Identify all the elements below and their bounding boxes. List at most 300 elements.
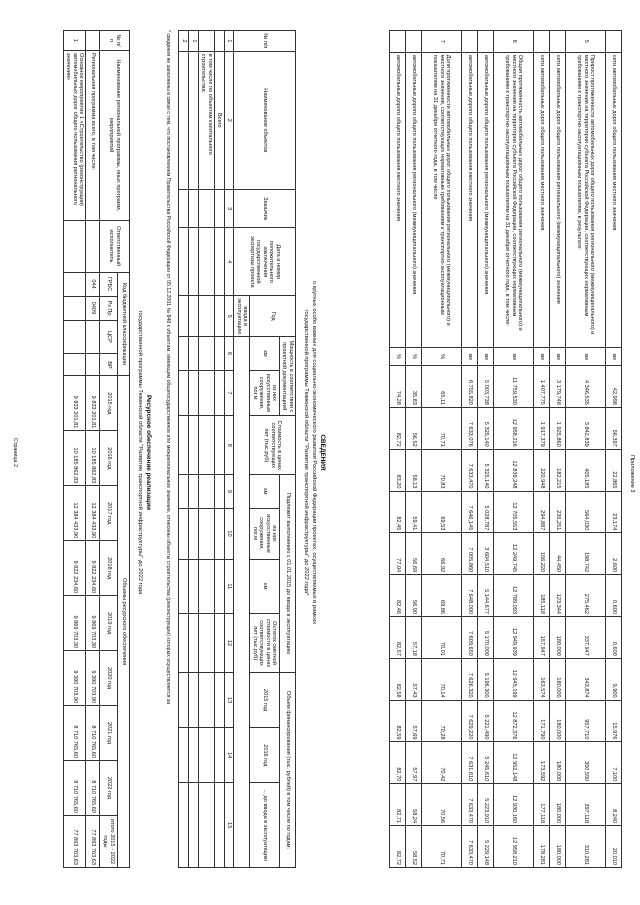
svedenia-cell — [214, 728, 224, 783]
svedenia-footnote: * сведения не заполнены в связи с тем, что постановлением Правительства Российской Федерации от 05.12.2001 № 848 к объектам, имеющим общегосударственное или межрегиональное значение, отнесены объекты строительства (реконструкции) которых осуществляется за — [165, 30, 171, 705]
svedenia-cell — [178, 475, 188, 508]
column-number: 14 — [224, 728, 233, 783]
column-number: 2 — [224, 51, 233, 189]
indicator-name: сети автомобильных дорог общего пользования местного значения — [606, 52, 622, 347]
resource-value: 77 893 763,63 — [86, 815, 100, 867]
indicator-value: 1 925,860 — [550, 407, 566, 449]
svedenia-subtitle-1: о кругных особо важных для социально-экономического развития Российской Федерации проектах, осуществляемых в рамках — [311, 280, 317, 625]
resource-value: 9 869 703,30 — [63, 596, 85, 651]
resource-value: 8 710 765,60 — [86, 761, 100, 816]
sv-h-name: Наименование объектов — [234, 51, 296, 189]
svedenia-cell — [188, 508, 198, 559]
svedenia-row — [214, 31, 224, 868]
resource-title: Ресурсное обеспечение реализации — [145, 394, 152, 511]
indicator-value: 5 196,300 — [478, 658, 494, 700]
indicator-value: 11 759,530 — [494, 366, 534, 408]
indicator-row — [606, 31, 622, 868]
rs-h-resp: Ответственный исполнитель — [100, 220, 130, 272]
rs-h-vr: ВР — [100, 354, 118, 376]
indicator-row — [550, 31, 566, 868]
indicator-num — [406, 31, 422, 53]
indicator-num — [606, 31, 622, 53]
indicator-name: сети автомобильных дорог общего пользования регионального (межмуниципального) значения — [550, 52, 566, 347]
indicator-value: 123,344 — [550, 575, 566, 617]
svedenia-cell — [198, 508, 214, 559]
svedenia-name: в том числе по объектам капитального строительства: — [198, 51, 214, 189]
indicator-value: 82,72 — [390, 407, 406, 449]
resource-name: Основное мероприятие 1 «Строительство (реконструкция) автомобильных дорог общего пользования регионального значения» — [63, 50, 85, 220]
indicator-value: 70,28 — [422, 700, 462, 742]
indicator-unit: % — [422, 348, 462, 366]
indicator-value: 82,72 — [390, 826, 406, 868]
indicator-row — [462, 31, 478, 868]
resource-resp — [86, 220, 100, 272]
indicator-value: 156,220 — [534, 533, 550, 575]
svedenia-num: 1 — [188, 31, 198, 52]
column-number: 13 — [224, 673, 233, 728]
indicator-value: 12 789,093 — [494, 575, 534, 617]
svedenia-cell — [198, 475, 214, 508]
svedenia-cell — [214, 189, 224, 228]
indicator-value: 22,865 — [606, 449, 622, 491]
indicator-value: 69,53 — [422, 491, 462, 533]
svedenia-cell — [188, 728, 198, 783]
svedenia-cell — [178, 783, 188, 868]
rs-h-csr: ЦСР — [100, 320, 118, 354]
indicator-value: 70,14 — [422, 658, 462, 700]
indicator-unit: км — [494, 348, 534, 366]
indicator-num — [534, 31, 550, 53]
column-number: 15 — [224, 783, 233, 868]
svedenia-cell — [178, 559, 188, 614]
indicator-value: 20,010 — [606, 826, 622, 868]
resource-num: 1 — [63, 31, 85, 51]
indicator-value: 82,58 — [390, 658, 406, 700]
resource-value: 8 710 765,60 — [63, 706, 85, 761]
resource-value: 9 390 703,90 — [86, 651, 100, 706]
indicator-value: 275,462 — [566, 575, 606, 617]
indicator-value: 70,71 — [422, 826, 462, 868]
indicator-value: 5 003,738 — [478, 366, 494, 408]
rs-h-year: итого 2015 - 2022 годы — [100, 815, 118, 867]
rs-h-obem: Объемы ресурсного обеспечения — [118, 376, 130, 868]
svedenia-cell — [188, 783, 198, 868]
svedenia-cell — [178, 614, 188, 673]
indicator-value: 235,251 — [550, 491, 566, 533]
svedenia-cell — [178, 228, 188, 296]
indicator-value: 310,281 — [566, 826, 606, 868]
indicator-row — [390, 31, 406, 868]
indicator-value: 12 949,939 — [494, 617, 534, 659]
indicator-num — [478, 31, 494, 53]
resource-grbs — [63, 272, 85, 296]
indicator-unit: км — [550, 348, 566, 366]
sv-h-2016: 2016 год — [250, 728, 280, 783]
svedenia-cell — [188, 296, 198, 337]
indicator-value: 3 604,510 — [478, 533, 494, 575]
rs-h-num: № п/п — [100, 31, 130, 51]
svedenia-cell — [198, 370, 214, 416]
sv-h-zakazchik: Заказчик — [234, 189, 296, 228]
svedenia-num — [214, 31, 224, 52]
indicator-value: 42,998 — [606, 366, 622, 408]
svedenia-cell — [188, 559, 198, 614]
svedenia-cell — [178, 728, 188, 783]
indicator-value: 77,04 — [390, 533, 406, 575]
indicator-value: 70,71 — [422, 407, 462, 449]
rs-h-year: 2018 год — [100, 541, 118, 596]
indicator-row — [478, 31, 494, 868]
indicator-unit: % — [390, 348, 406, 366]
rs-h-year: 2016 год — [100, 431, 118, 486]
resource-value: 9 822 234,60 — [86, 541, 100, 596]
resource-vr — [63, 354, 85, 376]
svedenia-cell — [214, 337, 224, 370]
svedenia-table — [178, 30, 296, 868]
indicator-row — [406, 31, 422, 868]
indicator-value: 7 646,145 — [462, 491, 478, 533]
appendix-label: Приложение 3 — [629, 455, 635, 493]
indicator-value: 4 346,535 — [566, 366, 606, 408]
indicator-value: 7 633,470 — [462, 449, 478, 491]
indicator-value: 7 626,320 — [462, 658, 478, 700]
indicator-value: 58,52 — [406, 826, 422, 868]
rs-h-year: 2021 год — [100, 706, 118, 761]
resource-value: 9 833 201,81 — [63, 376, 85, 431]
svedenia-subtitle-2: государственной программы Тюменской области "Развитие транспортной инфраструктуры" до 2022 года* — [303, 309, 309, 596]
svedenia-name: Всего — [214, 51, 224, 189]
indicator-value: 56,52 — [406, 407, 422, 449]
svedenia-cell — [214, 508, 224, 559]
svedenia-cell — [198, 228, 214, 296]
svedenia-cell — [178, 370, 188, 416]
indicator-value: 57,43 — [406, 658, 422, 700]
svedenia-cell — [188, 416, 198, 475]
column-number: 6 — [224, 337, 233, 370]
indicator-value: 7 648,000 — [462, 575, 478, 617]
indicator-unit: км — [462, 348, 478, 366]
indicator-value: 7 633,470 — [462, 784, 478, 826]
indicator-value: 57,18 — [406, 617, 422, 659]
indicator-value: 5 325,140 — [478, 407, 494, 449]
svedenia-cell — [178, 337, 188, 370]
indicator-value: 5 144,677 — [478, 575, 494, 617]
sv-h-2015: 2015 год — [250, 673, 280, 728]
svedenia-row — [178, 31, 188, 868]
sv-h-km: км — [250, 337, 280, 370]
indicator-value: 12 930,160 — [494, 784, 534, 826]
indicator-value: 69,86 — [422, 575, 462, 617]
svedenia-row — [188, 31, 198, 868]
indicator-value: 70,42 — [422, 742, 462, 784]
indicator-value: 5 221,490 — [478, 700, 494, 742]
indicator-value: 82,45 — [390, 491, 406, 533]
rs-h-rzpr: Рз Пр — [100, 296, 118, 320]
column-number: 12 — [224, 614, 233, 673]
indicator-value: 171,790 — [534, 700, 550, 742]
svedenia-cell — [188, 614, 198, 673]
svedenia-cell — [214, 296, 224, 337]
rs-h-grbs: ГРБС — [100, 272, 118, 296]
column-number: 5 — [224, 296, 233, 337]
indicator-value: 70,56 — [422, 784, 462, 826]
indicator-value: 397,118 — [566, 784, 606, 826]
indicator-num: 5 — [566, 31, 606, 53]
indicator-value: 198,742 — [566, 533, 606, 575]
indicator-name: автомобильные дороги общего пользования местного значения — [390, 52, 406, 347]
indicator-value: 82,57 — [390, 617, 406, 659]
svedenia-cell — [198, 337, 214, 370]
indicator-value: 405,185 — [566, 449, 606, 491]
resource-rzpr — [63, 296, 85, 320]
resource-resp — [63, 220, 85, 272]
indicator-num — [462, 31, 478, 53]
indicator-unit: % — [406, 348, 422, 366]
sv-h-stoimost: Стоимость в ценах соответствующих лет (тыс.руб) — [250, 416, 296, 475]
svedenia-cell — [188, 673, 198, 728]
svedenia-cell — [178, 508, 188, 559]
column-number: 10 — [224, 508, 233, 559]
indicator-value: 83,20 — [390, 449, 406, 491]
indicator-row — [494, 31, 534, 868]
resource-rzpr: 0409 — [86, 296, 100, 320]
column-number: 9 — [224, 475, 233, 508]
svedenia-cell — [214, 673, 224, 728]
indicator-value: 82,59 — [390, 700, 406, 742]
indicator-value: 5 245,610 — [478, 742, 494, 784]
svedenia-cell — [178, 416, 188, 475]
indicator-num: 6 — [494, 31, 534, 53]
indicator-num — [550, 31, 566, 53]
svedenia-title: СВЕДЕНИЯ — [319, 434, 326, 471]
sv-h-iskus2: из них искусственные сооружения, пог.м — [250, 508, 280, 559]
resource-grbs: 044 — [86, 272, 100, 296]
indicator-value: 180,000 — [550, 826, 566, 868]
resource-value: 10 185 862,83 — [63, 431, 85, 486]
sv-h-km2: км — [250, 475, 280, 508]
indicator-name: сети автомобильных дорог общего пользования местного значения — [534, 52, 550, 347]
svedenia-row — [198, 31, 214, 868]
svedenia-cell — [198, 559, 214, 614]
sv-h-gosdate: Дата и номер положительного заключения государственной экспертизы проекта — [234, 228, 296, 296]
svedenia-cell — [198, 673, 214, 728]
indicator-value: 220,948 — [534, 449, 550, 491]
indicator-row — [566, 31, 606, 868]
resource-value: 8 710 765,60 — [63, 761, 85, 816]
indicator-value: 294,887 — [534, 491, 550, 533]
indicator-value: 70,01 — [422, 617, 462, 659]
svedenia-name — [178, 51, 188, 189]
indicator-value: 350,550 — [566, 742, 606, 784]
indicator-value: 12 952,148 — [494, 742, 534, 784]
svedenia-cell — [214, 370, 224, 416]
svedenia-num — [198, 31, 214, 52]
rs-h-kbk: Код бюджетной классификации — [118, 272, 130, 376]
indicator-value: 7 629,220 — [462, 700, 478, 742]
indicator-unit: км — [606, 348, 622, 366]
svedenia-cell — [214, 559, 224, 614]
indicator-value: 74,28 — [390, 366, 406, 408]
indicator-value: 56,90 — [406, 575, 422, 617]
rs-h-year: 2017 год — [100, 486, 118, 541]
resource-vr — [86, 354, 100, 376]
svedenia-cell — [178, 189, 188, 228]
indicator-value: 5 325,140 — [478, 449, 494, 491]
indicator-value: 180,000 — [550, 658, 566, 700]
indicator-value: 12 839,248 — [494, 449, 534, 491]
sv-h-podlezhit: Подлежит выполнению с 01.01.2015 до ввода в эксплуатацию — [280, 475, 296, 673]
column-number: 8 — [224, 416, 233, 475]
svedenia-cell — [214, 228, 224, 296]
resource-csr — [86, 320, 100, 354]
indicator-value: 7 005,860 — [462, 533, 478, 575]
indicator-value: 163,574 — [534, 658, 550, 700]
indicator-value: 1 407,775 — [534, 366, 550, 408]
indicator-name: Общая протяженность автомобильных дорог общего пользования регионального (межмуниципального) и местного значения на территории субъекта Российской Федерации, соответствующих нормативным требованиям к транспортно-эксплуатационным показателям на 31 декабря отчетного года, в том числе: — [494, 52, 534, 347]
indicator-value: 5 170,000 — [478, 617, 494, 659]
indicator-value: 56,397 — [606, 407, 622, 449]
indicator-value: 7 631,610 — [462, 742, 478, 784]
svedenia-cell — [198, 783, 214, 868]
resource-value: 9 833 201,81 — [86, 376, 100, 431]
indicator-value: 343,874 — [566, 658, 606, 700]
rs-h-year: 2020 год — [100, 651, 118, 706]
svedenia-cell — [214, 416, 224, 475]
resource-value: 8 710 765,60 — [86, 706, 100, 761]
indicator-value: 5 028,787 — [478, 491, 494, 533]
indicator-value: 6 755,820 — [462, 366, 478, 408]
sv-h-vvod: ввода в эксплуатацию — [234, 296, 250, 337]
indicator-value: 12 945,199 — [494, 658, 534, 700]
indicator-value: 82,46 — [390, 575, 406, 617]
indicator-num — [390, 31, 406, 53]
indicator-row — [422, 31, 462, 868]
resource-value: 10 185 862,83 — [86, 431, 100, 486]
sv-h-obem: Объем финансирования (тыс. рублей) в том числе по годам: — [280, 673, 296, 868]
indicator-name: автомобильные дороги общего пользования регионального (межмуниципального) значения — [406, 52, 422, 347]
indicator-value: 182,215 — [550, 449, 566, 491]
resource-value: 9 822 234,60 — [63, 541, 85, 596]
indicator-value: 8,240 — [606, 784, 622, 826]
resource-subtitle: государственной программы Тюменской области "Развитие транспортной инфраструктуры" до 2022 года — [137, 310, 143, 595]
indicator-name: Прирост протяженности автомобильных дорог общего пользования регионального (межмуниципального) и местного значения на территории субъекта Российской Федерации, соответствующих нормативным требованиям к транспортно-эксплуатационным показателям, в результате: — [566, 52, 606, 347]
indicator-value: 58,13 — [406, 449, 422, 491]
indicator-unit: км — [478, 348, 494, 366]
rs-h-year: 2022 год — [100, 761, 118, 816]
column-number: 4 — [224, 228, 233, 296]
indicator-name: автомобильные дороги общего пользования регионального (межмуниципального) значения — [478, 52, 494, 347]
svedenia-cell — [214, 614, 224, 673]
resource-csr — [63, 320, 85, 354]
sv-h-km3: км — [250, 559, 280, 614]
indicator-value: 180,000 — [550, 742, 566, 784]
sv-h-god: Год — [250, 296, 296, 337]
rs-h-year: 2019 год — [100, 596, 118, 651]
indicator-value: 12 958,216 — [494, 407, 534, 449]
indicator-value: 3 179,748 — [550, 366, 566, 408]
indicator-num: 7 — [422, 31, 462, 53]
indicator-value: 23,174 — [606, 491, 622, 533]
svedenia-cell — [214, 475, 224, 508]
indicator-name: автомобильные дороги общего пользования местного значения — [462, 52, 478, 347]
resource-num — [86, 31, 100, 51]
indicator-unit: км — [534, 348, 550, 366]
indicator-value: 337,947 — [566, 617, 606, 659]
indicator-value: 180,000 — [550, 617, 566, 659]
sv-h-ostatok: Остаток сметной стоимости в ценах соответствующих лет (тыс.руб) — [250, 614, 280, 673]
indicators-table — [389, 30, 622, 868]
sv-h-moshnost: Мощность в соответствии с проектной документацией — [280, 337, 296, 416]
resource-value: 77 893 763,63 — [63, 815, 85, 867]
indicator-value: 15,976 — [606, 700, 622, 742]
svedenia-cell — [198, 728, 214, 783]
indicator-value: 35,83 — [406, 366, 422, 408]
svedenia-cell — [188, 189, 198, 228]
sv-h-num: № п/п — [234, 31, 296, 52]
indicator-value: 0,600 — [606, 575, 622, 617]
column-number-row — [224, 31, 233, 868]
indicator-value: 12 958,210 — [494, 826, 534, 868]
indicator-value: 56,69 — [406, 533, 422, 575]
indicator-value: 1 917,379 — [534, 407, 550, 449]
column-number: 11 — [224, 559, 233, 614]
svedenia-cell — [198, 296, 214, 337]
indicator-value: 12 705,553 — [494, 491, 534, 533]
column-number: 7 — [224, 370, 233, 416]
svedenia-cell — [198, 416, 214, 475]
indicator-value: 177,118 — [534, 784, 550, 826]
indicator-value: 7 633,470 — [462, 826, 478, 868]
indicator-value: 66,92 — [422, 533, 462, 575]
resource-row — [86, 31, 100, 868]
sv-h-2022: ... до ввода в эксплуатацию — [250, 783, 280, 868]
column-number: 3 — [224, 189, 233, 228]
resource-table — [63, 30, 130, 868]
svedenia-cell — [188, 475, 198, 508]
indicator-value: 564,030 — [566, 491, 606, 533]
indicator-value: 180,000 — [550, 700, 566, 742]
indicator-value: 2,600 — [606, 533, 622, 575]
indicator-value: 57,97 — [406, 742, 422, 784]
column-number: 1 — [224, 31, 233, 52]
svedenia-name — [188, 51, 198, 189]
indicator-value: 5 229,148 — [478, 826, 494, 868]
indicator-value: 57,69 — [406, 700, 422, 742]
svedenia-cell — [178, 296, 188, 337]
indicator-value: 157,947 — [534, 617, 550, 659]
indicator-value: 7,100 — [606, 742, 622, 784]
indicator-value: 7 609,650 — [462, 617, 478, 659]
svedenia-cell — [188, 228, 198, 296]
indicator-value: 58,24 — [406, 784, 422, 826]
indicator-value: 59,41 — [406, 491, 422, 533]
rs-h-name: Наименование региональной программы, иных программ, мероприятий — [100, 50, 130, 220]
indicator-value: 3 842,839 — [566, 407, 606, 449]
resource-value: 12 384 433,90 — [86, 486, 100, 541]
page-number: Страница 2 — [12, 438, 18, 467]
resource-name: Региональная программа всего, в том числе: — [86, 50, 100, 220]
indicator-value: 44,450 — [550, 533, 566, 575]
indicator-row — [534, 31, 550, 868]
indicator-value: 178,281 — [534, 826, 550, 868]
indicator-value: 9,900 — [606, 658, 622, 700]
indicator-value: 173,592 — [534, 742, 550, 784]
resource-value: 12 384 433,90 — [63, 486, 85, 541]
svedenia-num: 2 — [178, 31, 188, 52]
svedenia-cell — [214, 783, 224, 868]
resource-value: 9 869 703,30 — [86, 596, 100, 651]
resource-value: 9 390 703,90 — [63, 651, 85, 706]
